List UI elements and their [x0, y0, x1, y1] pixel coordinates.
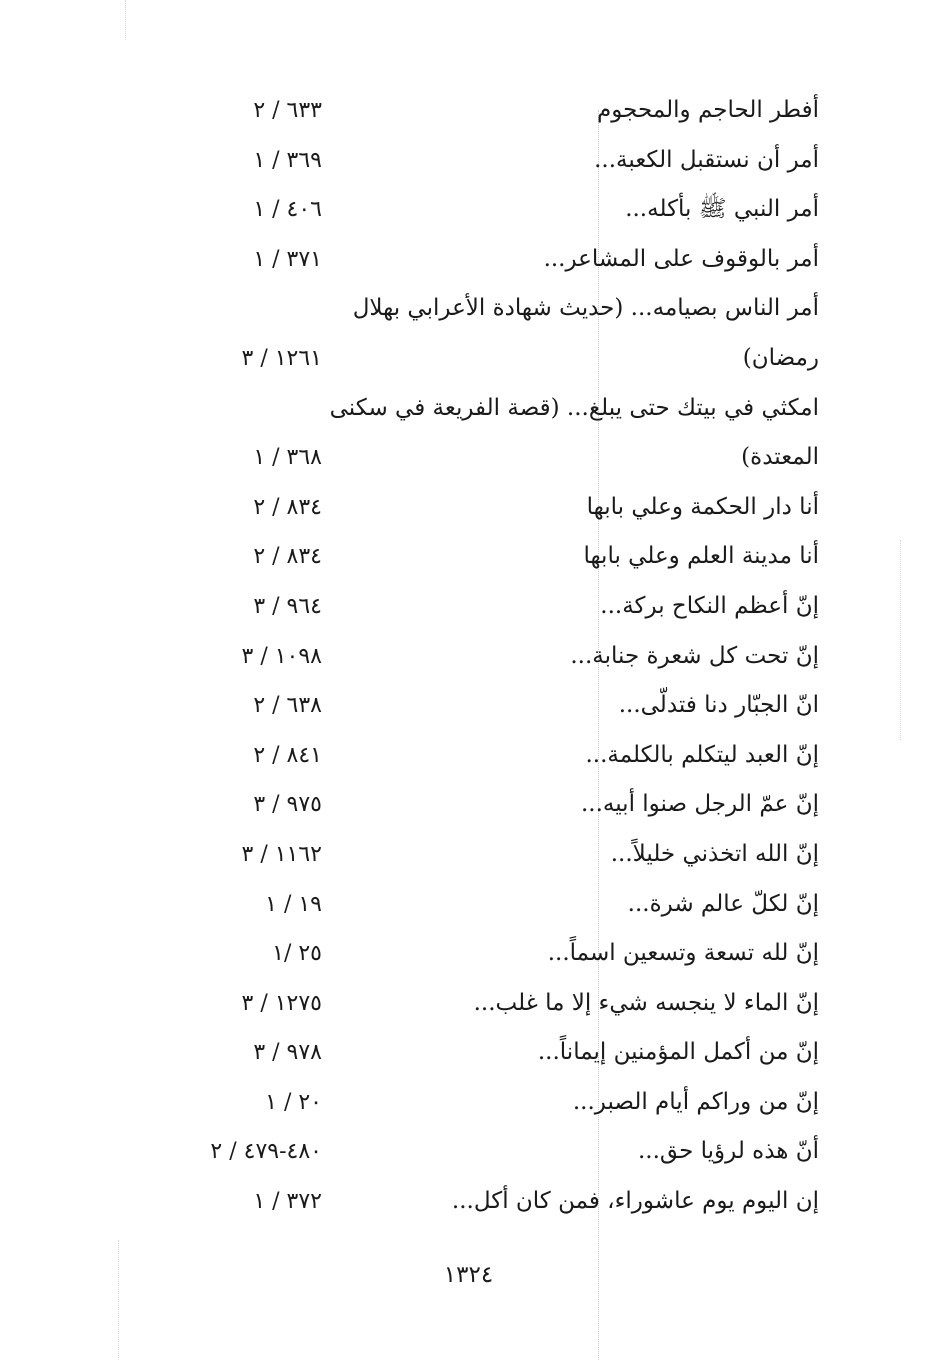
index-entry	[0, 334, 937, 384]
entry-reference: ١٠٩٨ / ٣	[241, 643, 322, 669]
entry-text: إنّ الله اتخذني خليلاً...	[610, 840, 819, 867]
entry-text: إنّ تحت كل شعرة جنابة...	[570, 642, 819, 669]
entry-text: إنّ لله تسعة وتسعين اسماً...	[547, 940, 819, 967]
entry-reference: ٨٤١ / ٢	[253, 742, 322, 768]
entry-text: إن اليوم يوم عاشوراء، فمن كان أكل...	[451, 1188, 819, 1215]
scan-artifact	[125, 0, 128, 40]
entry-reference: ٣٦٩ / ١	[253, 147, 322, 173]
index-entry	[0, 731, 937, 781]
entry-text: المعتدة)	[741, 444, 819, 471]
index-entry	[0, 1078, 937, 1128]
entry-text: أمر النبي ﷺ بأكله...	[625, 196, 819, 223]
entry-reference: ٣٧٢ / ١	[253, 1189, 322, 1215]
index-entry	[0, 532, 937, 582]
entry-text: إنّ أعظم النكاح بركة...	[600, 592, 819, 619]
hadith-index-list	[0, 86, 937, 1227]
entry-text: رمضان)	[742, 344, 819, 371]
entry-text: إنّ العبد ليتكلم بالكلمة...	[585, 741, 819, 768]
entry-reference: ٣٧١ / ١	[253, 246, 322, 272]
index-entry	[0, 86, 937, 136]
index-entry	[0, 632, 937, 682]
entry-reference: ٤٠٦ / ١	[253, 197, 322, 223]
entry-reference: ١٢٦١ / ٣	[241, 345, 322, 371]
entry-reference: ٩٧٨ / ٣	[253, 1040, 322, 1066]
index-entry	[0, 582, 937, 632]
entry-reference: ١١٦٢ / ٣	[241, 841, 322, 867]
entry-reference: ٩٧٥ / ٣	[253, 792, 322, 818]
entry-text: إنّ من أكمل المؤمنين إيماناً...	[537, 1039, 819, 1066]
entry-text: أمر الناس بصيامه... (حديث شهادة الأعرابي بهلال	[352, 295, 819, 322]
entry-reference: ٣٦٨ / ١	[253, 445, 322, 471]
entry-text: أمر بالوقوف على المشاعر...	[543, 245, 819, 272]
index-entry	[0, 780, 937, 830]
index-entry	[0, 979, 937, 1029]
entry-reference: ٤٨٠-٤٧٩ / ٢	[210, 1139, 322, 1165]
entry-reference: ٨٣٤ / ٢	[253, 494, 322, 520]
index-entry	[0, 1177, 937, 1227]
index-entry	[0, 284, 937, 334]
entry-reference: ٢٥ /١	[272, 941, 322, 967]
entry-text: أنا مدينة العلم وعلي بابها	[583, 543, 819, 570]
entry-text: إنّ الماء لا ينجسه شيء إلا ما غلب...	[473, 989, 819, 1016]
index-entry	[0, 185, 937, 235]
index-entry	[0, 483, 937, 533]
entry-text: إنّ من وراكم أيام الصبر...	[572, 1088, 819, 1115]
entry-reference: ١٩ / ١	[265, 891, 322, 917]
index-entry	[0, 681, 937, 731]
index-entry	[0, 235, 937, 285]
entry-text: إنّ عمّ الرجل صنوا أبيه...	[580, 791, 819, 818]
index-entry	[0, 830, 937, 880]
index-entry	[0, 880, 937, 930]
entry-text: امكثي في بيتك حتى يبلغ... (قصة الفريعة في سكنى	[329, 394, 819, 421]
index-entry	[0, 384, 937, 434]
entry-text: أنّ هذه لرؤيا حق...	[637, 1138, 819, 1165]
index-entry	[0, 136, 937, 186]
entry-reference: ٩٦٤ / ٣	[253, 593, 322, 619]
entry-reference: ١٢٧٥ / ٣	[241, 990, 322, 1016]
entry-reference: ٢٠ / ١	[265, 1089, 322, 1115]
entry-reference: ٦٣٨ / ٢	[253, 693, 322, 719]
index-entry	[0, 1127, 937, 1177]
entry-text: انّ الجبّار دنا فتدلّى...	[618, 692, 819, 719]
entry-text: أنا دار الحكمة وعلي بابها	[586, 493, 819, 520]
index-entry	[0, 433, 937, 483]
entry-reference: ٦٣٣ / ٢	[253, 98, 322, 123]
index-entry	[0, 1028, 937, 1078]
page-number: ١٣٢٤	[443, 1262, 494, 1288]
entry-text: أفطر الحاجم والمحجوم	[597, 97, 819, 123]
entry-reference: ٨٣٤ / ٢	[253, 544, 322, 570]
index-entry	[0, 929, 937, 979]
entry-text: أمر أن نستقبل الكعبة...	[594, 146, 819, 173]
scan-artifact	[118, 1240, 121, 1360]
entry-text: إنّ لكلّ عالم شرة...	[627, 890, 819, 917]
